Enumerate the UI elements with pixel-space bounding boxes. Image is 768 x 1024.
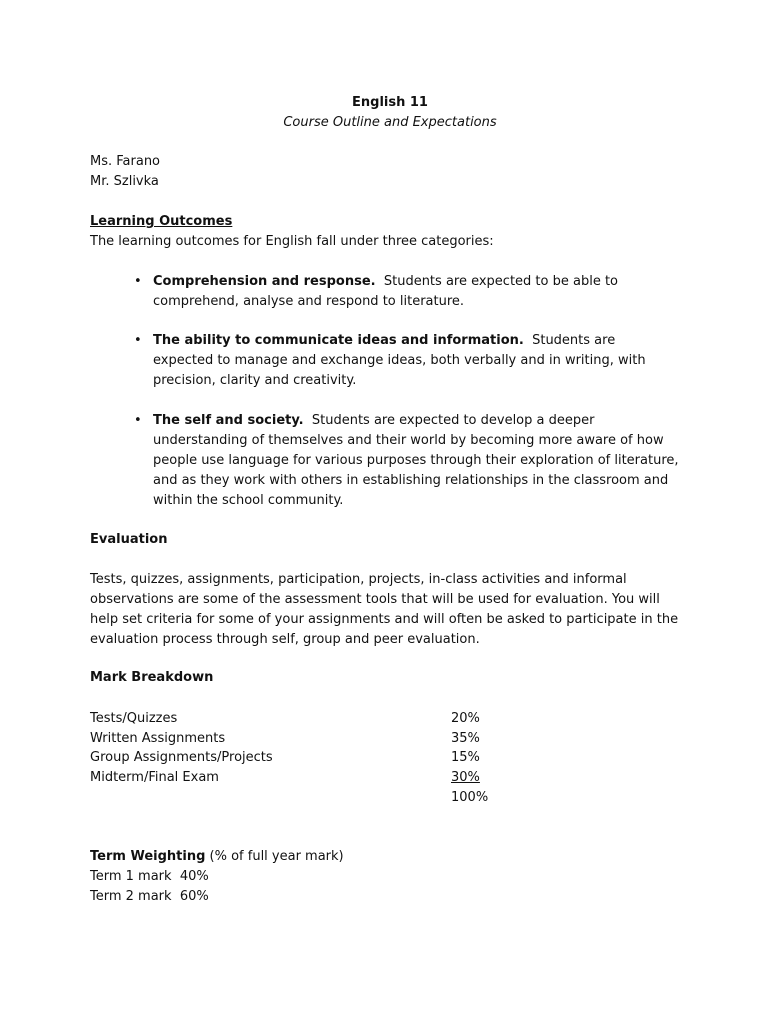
outcome-description: Students are expected to be able to comprehend, analyse and respond to literature. — [153, 274, 619, 309]
term-label: Term 2 mark — [90, 889, 172, 904]
teacher-name: Ms. Farano — [90, 154, 161, 169]
outcome-text — [153, 411, 681, 511]
mark-label: Tests/Quizzes — [90, 711, 178, 726]
mark-value: 35% — [451, 731, 480, 746]
document-page — [90, 0, 690, 1024]
mark-breakdown-heading: Mark Breakdown — [90, 670, 214, 685]
bullet-icon: • — [134, 413, 142, 428]
outcome-title: The ability to communicate ideas and information. — [153, 333, 524, 348]
term-value: 60% — [179, 889, 209, 904]
teacher-name: Mr. Szlivka — [90, 174, 159, 189]
term-weighting-row — [90, 887, 209, 907]
outcome-text — [153, 272, 673, 312]
mark-label: Written Assignments — [90, 731, 226, 746]
term-label: Term 1 mark — [90, 869, 172, 884]
document-subtitle: Course Outline and Expectations — [283, 115, 497, 130]
outcome-description: Students are expected to manage and exchange ideas, both verbally and in writing, with precision, clarity and creativity. — [153, 333, 646, 388]
term-weighting-header — [90, 847, 344, 867]
evaluation-heading: Evaluation — [90, 532, 168, 547]
bullet-icon: • — [134, 333, 142, 348]
outcome-title: The self and society. — [153, 413, 304, 428]
mark-value: 15% — [451, 750, 480, 765]
term-weighting-row — [90, 867, 209, 887]
mark-total: 100% — [451, 790, 489, 805]
bullet-icon: • — [134, 274, 142, 289]
outcome-title: Comprehension and response. — [153, 274, 376, 289]
mark-value: 20% — [451, 711, 480, 726]
term-weighting-heading: Term Weighting — [90, 849, 206, 864]
mark-label: Midterm/Final Exam — [90, 770, 219, 785]
document-title: English 11 — [352, 95, 428, 110]
outcome-text — [153, 331, 673, 391]
evaluation-paragraph: Tests, quizzes, assignments, participation, projects, in-class activities and informal observations are some of the assessment tools that will be used for evaluation. You will help set criteria for some of your assignments and will often be asked to participate in the evaluation process through self, group and peer evaluation. — [90, 572, 679, 647]
learning-outcomes-intro: The learning outcomes for English fall under three categories: — [90, 234, 494, 249]
term-weighting-note: (% of full year mark) — [209, 849, 344, 864]
mark-label: Group Assignments/Projects — [90, 750, 273, 765]
learning-outcomes-heading: Learning Outcomes — [90, 214, 233, 229]
mark-value: 30% — [451, 770, 480, 785]
term-value: 40% — [179, 869, 209, 884]
outcome-description: Students are expected to develop a deeper understanding of themselves and their world by becoming more aware of how people use language for various purposes through their exploration of literature, and as they work with others in establishing relationships in the classroom and within the school community. — [153, 413, 679, 508]
